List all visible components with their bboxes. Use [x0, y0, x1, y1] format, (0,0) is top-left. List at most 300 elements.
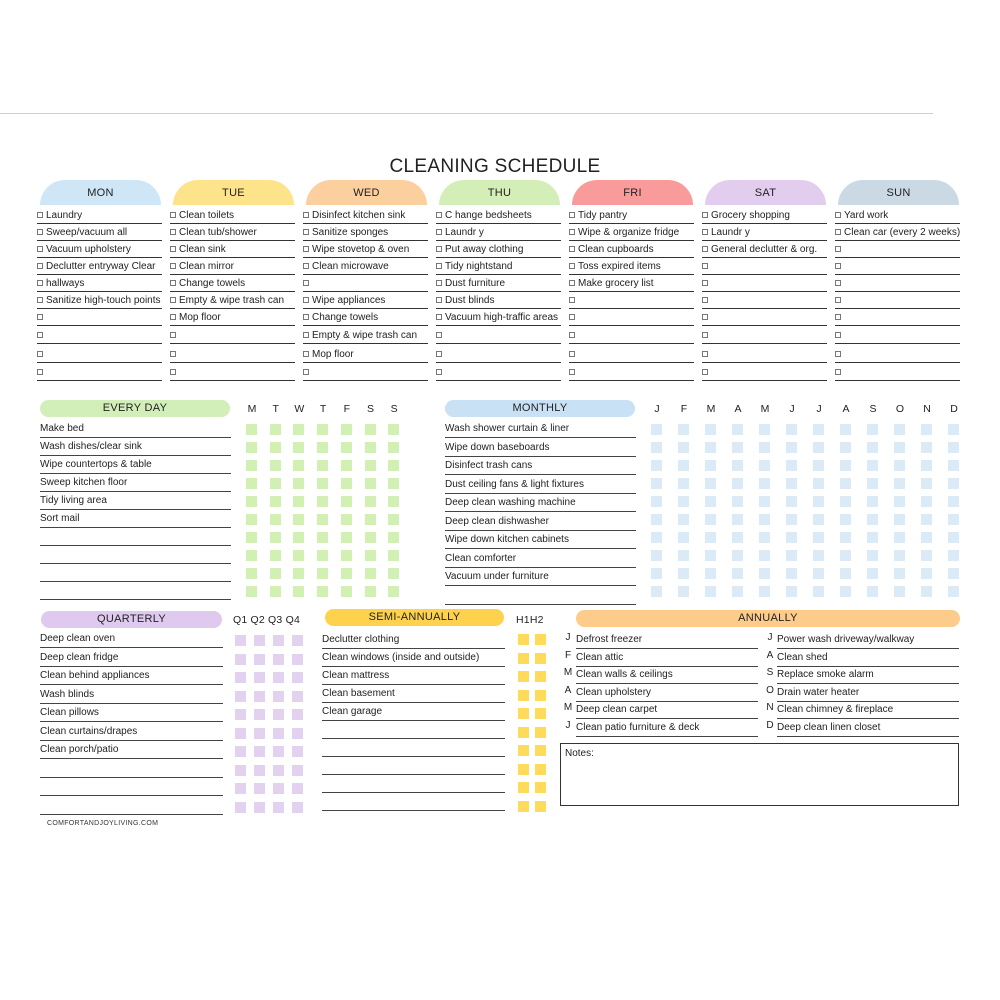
task-checkbox[interactable] — [170, 212, 176, 218]
monthly-tracking-box[interactable] — [705, 568, 716, 579]
every_day-tracking-box[interactable] — [246, 460, 257, 471]
quarterly-tracking-box[interactable] — [235, 691, 246, 702]
task-checkbox[interactable] — [170, 314, 176, 320]
monthly-tracking-box[interactable] — [867, 568, 878, 579]
monthly-tracking-box[interactable] — [678, 586, 689, 597]
monthly-tracking-box[interactable] — [759, 478, 770, 489]
monthly-tracking-box[interactable] — [759, 586, 770, 597]
semi-tracking-box[interactable] — [518, 690, 529, 701]
monthly-tracking-box[interactable] — [840, 550, 851, 561]
monthly-tracking-box[interactable] — [759, 460, 770, 471]
monthly-tracking-box[interactable] — [867, 478, 878, 489]
quarterly-tracking-box[interactable] — [235, 672, 246, 683]
quarterly-tracking-box[interactable] — [273, 709, 284, 720]
monthly-tracking-box[interactable] — [867, 532, 878, 543]
quarterly-tracking-box[interactable] — [292, 783, 303, 794]
every_day-tracking-box[interactable] — [341, 424, 352, 435]
monthly-tracking-box[interactable] — [732, 550, 743, 561]
every_day-tracking-box[interactable] — [317, 568, 328, 579]
task-checkbox[interactable] — [702, 229, 708, 235]
every_day-tracking-box[interactable] — [317, 442, 328, 453]
every_day-tracking-box[interactable] — [246, 478, 257, 489]
every_day-tracking-box[interactable] — [341, 442, 352, 453]
every_day-tracking-box[interactable] — [365, 514, 376, 525]
every_day-tracking-box[interactable] — [388, 550, 399, 561]
monthly-tracking-box[interactable] — [921, 532, 932, 543]
task-checkbox[interactable] — [303, 332, 309, 338]
monthly-tracking-box[interactable] — [786, 514, 797, 525]
monthly-tracking-box[interactable] — [732, 442, 743, 453]
every_day-tracking-box[interactable] — [270, 478, 281, 489]
every_day-tracking-box[interactable] — [341, 460, 352, 471]
every_day-tracking-box[interactable] — [270, 532, 281, 543]
task-checkbox[interactable] — [303, 229, 309, 235]
every_day-tracking-box[interactable] — [270, 586, 281, 597]
task-checkbox[interactable] — [37, 332, 43, 338]
task-checkbox[interactable] — [835, 246, 841, 252]
task-checkbox[interactable] — [569, 229, 575, 235]
task-checkbox[interactable] — [436, 246, 442, 252]
monthly-tracking-box[interactable] — [732, 586, 743, 597]
monthly-tracking-box[interactable] — [840, 460, 851, 471]
every_day-tracking-box[interactable] — [246, 496, 257, 507]
task-checkbox[interactable] — [835, 351, 841, 357]
every_day-tracking-box[interactable] — [293, 532, 304, 543]
semi-tracking-box[interactable] — [535, 653, 546, 664]
monthly-tracking-box[interactable] — [840, 514, 851, 525]
monthly-tracking-box[interactable] — [948, 442, 959, 453]
monthly-tracking-box[interactable] — [705, 514, 716, 525]
task-checkbox[interactable] — [436, 297, 442, 303]
semi-tracking-box[interactable] — [535, 782, 546, 793]
monthly-tracking-box[interactable] — [948, 424, 959, 435]
every_day-tracking-box[interactable] — [293, 586, 304, 597]
task-checkbox[interactable] — [436, 369, 442, 375]
semi-tracking-box[interactable] — [535, 801, 546, 812]
monthly-tracking-box[interactable] — [651, 550, 662, 561]
every_day-tracking-box[interactable] — [270, 424, 281, 435]
monthly-tracking-box[interactable] — [786, 442, 797, 453]
monthly-tracking-box[interactable] — [705, 586, 716, 597]
task-checkbox[interactable] — [436, 212, 442, 218]
monthly-tracking-box[interactable] — [678, 550, 689, 561]
every_day-tracking-box[interactable] — [270, 442, 281, 453]
monthly-tracking-box[interactable] — [867, 586, 878, 597]
monthly-tracking-box[interactable] — [732, 460, 743, 471]
monthly-tracking-box[interactable] — [867, 460, 878, 471]
task-checkbox[interactable] — [170, 297, 176, 303]
monthly-tracking-box[interactable] — [732, 424, 743, 435]
monthly-tracking-box[interactable] — [732, 478, 743, 489]
task-checkbox[interactable] — [702, 246, 708, 252]
monthly-tracking-box[interactable] — [759, 496, 770, 507]
task-checkbox[interactable] — [702, 369, 708, 375]
task-checkbox[interactable] — [436, 351, 442, 357]
task-checkbox[interactable] — [37, 212, 43, 218]
quarterly-tracking-box[interactable] — [273, 746, 284, 757]
every_day-tracking-box[interactable] — [317, 550, 328, 561]
monthly-tracking-box[interactable] — [678, 532, 689, 543]
every_day-tracking-box[interactable] — [246, 424, 257, 435]
semi-tracking-box[interactable] — [518, 671, 529, 682]
monthly-tracking-box[interactable] — [921, 496, 932, 507]
monthly-tracking-box[interactable] — [759, 568, 770, 579]
every_day-tracking-box[interactable] — [270, 550, 281, 561]
monthly-tracking-box[interactable] — [813, 514, 824, 525]
task-checkbox[interactable] — [37, 297, 43, 303]
monthly-tracking-box[interactable] — [759, 514, 770, 525]
every_day-tracking-box[interactable] — [293, 568, 304, 579]
every_day-tracking-box[interactable] — [388, 460, 399, 471]
every_day-tracking-box[interactable] — [365, 586, 376, 597]
quarterly-tracking-box[interactable] — [235, 635, 246, 646]
quarterly-tracking-box[interactable] — [273, 802, 284, 813]
task-checkbox[interactable] — [702, 297, 708, 303]
task-checkbox[interactable] — [702, 212, 708, 218]
monthly-tracking-box[interactable] — [759, 424, 770, 435]
every_day-tracking-box[interactable] — [388, 496, 399, 507]
quarterly-tracking-box[interactable] — [235, 654, 246, 665]
monthly-tracking-box[interactable] — [651, 424, 662, 435]
every_day-tracking-box[interactable] — [317, 478, 328, 489]
task-checkbox[interactable] — [569, 332, 575, 338]
monthly-tracking-box[interactable] — [678, 514, 689, 525]
monthly-tracking-box[interactable] — [786, 496, 797, 507]
every_day-tracking-box[interactable] — [246, 586, 257, 597]
monthly-tracking-box[interactable] — [705, 550, 716, 561]
monthly-tracking-box[interactable] — [813, 550, 824, 561]
task-checkbox[interactable] — [569, 297, 575, 303]
monthly-tracking-box[interactable] — [651, 496, 662, 507]
monthly-tracking-box[interactable] — [678, 460, 689, 471]
quarterly-tracking-box[interactable] — [235, 783, 246, 794]
every_day-tracking-box[interactable] — [293, 514, 304, 525]
monthly-tracking-box[interactable] — [867, 424, 878, 435]
monthly-tracking-box[interactable] — [840, 568, 851, 579]
every_day-tracking-box[interactable] — [293, 496, 304, 507]
every_day-tracking-box[interactable] — [270, 568, 281, 579]
quarterly-tracking-box[interactable] — [254, 765, 265, 776]
monthly-tracking-box[interactable] — [894, 532, 905, 543]
task-checkbox[interactable] — [835, 229, 841, 235]
monthly-tracking-box[interactable] — [651, 460, 662, 471]
quarterly-tracking-box[interactable] — [254, 783, 265, 794]
task-checkbox[interactable] — [170, 280, 176, 286]
monthly-tracking-box[interactable] — [732, 568, 743, 579]
monthly-tracking-box[interactable] — [894, 478, 905, 489]
task-checkbox[interactable] — [835, 314, 841, 320]
every_day-tracking-box[interactable] — [388, 568, 399, 579]
monthly-tracking-box[interactable] — [840, 532, 851, 543]
every_day-tracking-box[interactable] — [365, 568, 376, 579]
monthly-tracking-box[interactable] — [813, 496, 824, 507]
task-checkbox[interactable] — [37, 369, 43, 375]
quarterly-tracking-box[interactable] — [254, 672, 265, 683]
task-checkbox[interactable] — [37, 246, 43, 252]
quarterly-tracking-box[interactable] — [292, 802, 303, 813]
every_day-tracking-box[interactable] — [341, 550, 352, 561]
semi-tracking-box[interactable] — [535, 671, 546, 682]
monthly-tracking-box[interactable] — [921, 514, 932, 525]
semi-tracking-box[interactable] — [518, 708, 529, 719]
monthly-tracking-box[interactable] — [867, 442, 878, 453]
task-checkbox[interactable] — [303, 280, 309, 286]
semi-tracking-box[interactable] — [535, 690, 546, 701]
every_day-tracking-box[interactable] — [365, 496, 376, 507]
quarterly-tracking-box[interactable] — [292, 728, 303, 739]
monthly-tracking-box[interactable] — [840, 424, 851, 435]
every_day-tracking-box[interactable] — [388, 478, 399, 489]
monthly-tracking-box[interactable] — [705, 460, 716, 471]
quarterly-tracking-box[interactable] — [273, 635, 284, 646]
every_day-tracking-box[interactable] — [317, 460, 328, 471]
every_day-tracking-box[interactable] — [341, 496, 352, 507]
monthly-tracking-box[interactable] — [651, 514, 662, 525]
every_day-tracking-box[interactable] — [365, 460, 376, 471]
task-checkbox[interactable] — [37, 351, 43, 357]
every_day-tracking-box[interactable] — [317, 424, 328, 435]
task-checkbox[interactable] — [702, 351, 708, 357]
task-checkbox[interactable] — [835, 212, 841, 218]
every_day-tracking-box[interactable] — [365, 550, 376, 561]
every_day-tracking-box[interactable] — [341, 568, 352, 579]
quarterly-tracking-box[interactable] — [292, 635, 303, 646]
semi-tracking-box[interactable] — [518, 782, 529, 793]
task-checkbox[interactable] — [436, 280, 442, 286]
every_day-tracking-box[interactable] — [293, 442, 304, 453]
every_day-tracking-box[interactable] — [388, 424, 399, 435]
monthly-tracking-box[interactable] — [840, 496, 851, 507]
task-checkbox[interactable] — [303, 314, 309, 320]
semi-tracking-box[interactable] — [535, 727, 546, 738]
every_day-tracking-box[interactable] — [317, 586, 328, 597]
every_day-tracking-box[interactable] — [293, 550, 304, 561]
every_day-tracking-box[interactable] — [317, 532, 328, 543]
quarterly-tracking-box[interactable] — [254, 728, 265, 739]
task-checkbox[interactable] — [37, 280, 43, 286]
monthly-tracking-box[interactable] — [948, 460, 959, 471]
task-checkbox[interactable] — [835, 280, 841, 286]
semi-tracking-box[interactable] — [518, 801, 529, 812]
task-checkbox[interactable] — [303, 246, 309, 252]
task-checkbox[interactable] — [569, 369, 575, 375]
monthly-tracking-box[interactable] — [786, 550, 797, 561]
quarterly-tracking-box[interactable] — [235, 765, 246, 776]
every_day-tracking-box[interactable] — [341, 586, 352, 597]
task-checkbox[interactable] — [436, 263, 442, 269]
every_day-tracking-box[interactable] — [270, 514, 281, 525]
monthly-tracking-box[interactable] — [894, 442, 905, 453]
monthly-tracking-box[interactable] — [759, 442, 770, 453]
task-checkbox[interactable] — [303, 297, 309, 303]
monthly-tracking-box[interactable] — [867, 496, 878, 507]
quarterly-tracking-box[interactable] — [292, 672, 303, 683]
quarterly-tracking-box[interactable] — [254, 746, 265, 757]
task-checkbox[interactable] — [436, 229, 442, 235]
task-checkbox[interactable] — [170, 351, 176, 357]
quarterly-tracking-box[interactable] — [273, 728, 284, 739]
monthly-tracking-box[interactable] — [651, 568, 662, 579]
monthly-tracking-box[interactable] — [678, 496, 689, 507]
monthly-tracking-box[interactable] — [651, 532, 662, 543]
monthly-tracking-box[interactable] — [948, 568, 959, 579]
monthly-tracking-box[interactable] — [759, 532, 770, 543]
task-checkbox[interactable] — [702, 263, 708, 269]
monthly-tracking-box[interactable] — [705, 442, 716, 453]
monthly-tracking-box[interactable] — [948, 586, 959, 597]
quarterly-tracking-box[interactable] — [254, 654, 265, 665]
quarterly-tracking-box[interactable] — [254, 635, 265, 646]
monthly-tracking-box[interactable] — [894, 424, 905, 435]
monthly-tracking-box[interactable] — [813, 586, 824, 597]
every_day-tracking-box[interactable] — [317, 514, 328, 525]
monthly-tracking-box[interactable] — [678, 478, 689, 489]
monthly-tracking-box[interactable] — [921, 550, 932, 561]
task-checkbox[interactable] — [436, 314, 442, 320]
monthly-tracking-box[interactable] — [921, 460, 932, 471]
quarterly-tracking-box[interactable] — [273, 654, 284, 665]
monthly-tracking-box[interactable] — [813, 532, 824, 543]
monthly-tracking-box[interactable] — [813, 568, 824, 579]
task-checkbox[interactable] — [170, 229, 176, 235]
monthly-tracking-box[interactable] — [921, 442, 932, 453]
monthly-tracking-box[interactable] — [678, 424, 689, 435]
monthly-tracking-box[interactable] — [948, 514, 959, 525]
monthly-tracking-box[interactable] — [867, 550, 878, 561]
monthly-tracking-box[interactable] — [732, 496, 743, 507]
quarterly-tracking-box[interactable] — [292, 765, 303, 776]
task-checkbox[interactable] — [303, 351, 309, 357]
semi-tracking-box[interactable] — [518, 745, 529, 756]
monthly-tracking-box[interactable] — [732, 514, 743, 525]
semi-tracking-box[interactable] — [518, 653, 529, 664]
monthly-tracking-box[interactable] — [786, 424, 797, 435]
task-checkbox[interactable] — [835, 297, 841, 303]
every_day-tracking-box[interactable] — [317, 496, 328, 507]
monthly-tracking-box[interactable] — [651, 586, 662, 597]
quarterly-tracking-box[interactable] — [292, 709, 303, 720]
monthly-tracking-box[interactable] — [948, 478, 959, 489]
monthly-tracking-box[interactable] — [867, 514, 878, 525]
monthly-tracking-box[interactable] — [948, 532, 959, 543]
every_day-tracking-box[interactable] — [246, 442, 257, 453]
monthly-tracking-box[interactable] — [705, 478, 716, 489]
quarterly-tracking-box[interactable] — [292, 746, 303, 757]
monthly-tracking-box[interactable] — [786, 532, 797, 543]
every_day-tracking-box[interactable] — [388, 442, 399, 453]
every_day-tracking-box[interactable] — [341, 514, 352, 525]
quarterly-tracking-box[interactable] — [235, 728, 246, 739]
monthly-tracking-box[interactable] — [894, 586, 905, 597]
task-checkbox[interactable] — [37, 263, 43, 269]
monthly-tracking-box[interactable] — [786, 586, 797, 597]
notes-box[interactable] — [560, 743, 959, 806]
monthly-tracking-box[interactable] — [894, 550, 905, 561]
every_day-tracking-box[interactable] — [246, 514, 257, 525]
quarterly-tracking-box[interactable] — [235, 746, 246, 757]
semi-tracking-box[interactable] — [535, 634, 546, 645]
monthly-tracking-box[interactable] — [651, 478, 662, 489]
task-checkbox[interactable] — [702, 314, 708, 320]
monthly-tracking-box[interactable] — [786, 568, 797, 579]
monthly-tracking-box[interactable] — [840, 586, 851, 597]
quarterly-tracking-box[interactable] — [235, 802, 246, 813]
task-checkbox[interactable] — [303, 369, 309, 375]
every_day-tracking-box[interactable] — [246, 550, 257, 561]
semi-tracking-box[interactable] — [518, 634, 529, 645]
monthly-tracking-box[interactable] — [705, 424, 716, 435]
task-checkbox[interactable] — [835, 332, 841, 338]
monthly-tracking-box[interactable] — [894, 496, 905, 507]
monthly-tracking-box[interactable] — [921, 478, 932, 489]
quarterly-tracking-box[interactable] — [292, 691, 303, 702]
every_day-tracking-box[interactable] — [365, 424, 376, 435]
every_day-tracking-box[interactable] — [365, 442, 376, 453]
monthly-tracking-box[interactable] — [813, 442, 824, 453]
quarterly-tracking-box[interactable] — [292, 654, 303, 665]
monthly-tracking-box[interactable] — [840, 478, 851, 489]
monthly-tracking-box[interactable] — [705, 532, 716, 543]
task-checkbox[interactable] — [569, 212, 575, 218]
every_day-tracking-box[interactable] — [365, 478, 376, 489]
task-checkbox[interactable] — [569, 246, 575, 252]
monthly-tracking-box[interactable] — [678, 442, 689, 453]
task-checkbox[interactable] — [170, 369, 176, 375]
quarterly-tracking-box[interactable] — [254, 802, 265, 813]
every_day-tracking-box[interactable] — [365, 532, 376, 543]
quarterly-tracking-box[interactable] — [273, 783, 284, 794]
monthly-tracking-box[interactable] — [813, 460, 824, 471]
monthly-tracking-box[interactable] — [921, 568, 932, 579]
task-checkbox[interactable] — [436, 332, 442, 338]
task-checkbox[interactable] — [303, 212, 309, 218]
monthly-tracking-box[interactable] — [786, 478, 797, 489]
every_day-tracking-box[interactable] — [270, 460, 281, 471]
monthly-tracking-box[interactable] — [894, 568, 905, 579]
semi-tracking-box[interactable] — [518, 727, 529, 738]
task-checkbox[interactable] — [170, 332, 176, 338]
monthly-tracking-box[interactable] — [894, 460, 905, 471]
every_day-tracking-box[interactable] — [341, 478, 352, 489]
monthly-tracking-box[interactable] — [786, 460, 797, 471]
task-checkbox[interactable] — [303, 263, 309, 269]
task-checkbox[interactable] — [835, 263, 841, 269]
monthly-tracking-box[interactable] — [759, 550, 770, 561]
task-checkbox[interactable] — [170, 263, 176, 269]
monthly-tracking-box[interactable] — [705, 496, 716, 507]
every_day-tracking-box[interactable] — [293, 478, 304, 489]
quarterly-tracking-box[interactable] — [254, 709, 265, 720]
monthly-tracking-box[interactable] — [651, 442, 662, 453]
every_day-tracking-box[interactable] — [341, 532, 352, 543]
task-checkbox[interactable] — [37, 229, 43, 235]
monthly-tracking-box[interactable] — [921, 586, 932, 597]
monthly-tracking-box[interactable] — [678, 568, 689, 579]
every_day-tracking-box[interactable] — [388, 586, 399, 597]
quarterly-tracking-box[interactable] — [273, 691, 284, 702]
every_day-tracking-box[interactable] — [270, 496, 281, 507]
task-checkbox[interactable] — [569, 314, 575, 320]
quarterly-tracking-box[interactable] — [235, 709, 246, 720]
task-checkbox[interactable] — [37, 314, 43, 320]
quarterly-tracking-box[interactable] — [273, 672, 284, 683]
semi-tracking-box[interactable] — [535, 745, 546, 756]
monthly-tracking-box[interactable] — [840, 442, 851, 453]
monthly-tracking-box[interactable] — [813, 478, 824, 489]
every_day-tracking-box[interactable] — [388, 532, 399, 543]
task-checkbox[interactable] — [835, 369, 841, 375]
task-checkbox[interactable] — [702, 332, 708, 338]
